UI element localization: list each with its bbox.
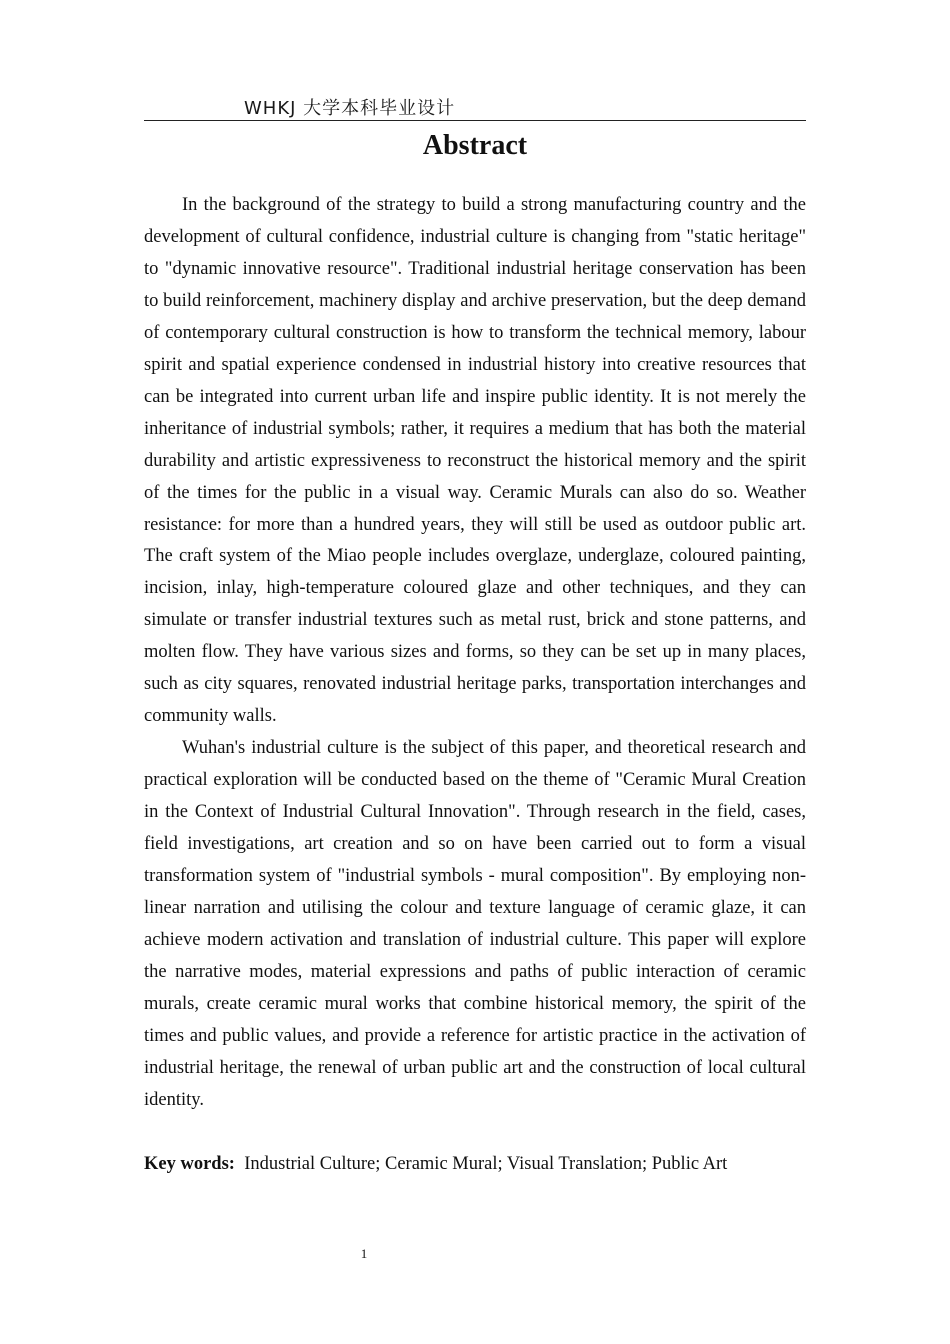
abstract-paragraph: Wuhan's industrial culture is the subject of this paper, and theoretical research and practical exploration will be conducted based on the theme of "Ceramic Mural Creation in the Context of Industrial Cultural Innovation". Through research in the field, cases, field investigations, art creation and so on have been carried out to form a visual transformation system of "industrial symbols - mural composition". By employing non-linear narration and utilising the colour and texture language of ceramic glaze, it can achieve modern activation and translation of industrial culture. This paper will explore the narrative modes, material expressions and paths of public interaction of ceramic murals, create ceramic mural works that combine historical memory, the spirit of the times and public values, and provide a reference for artistic practice in the activation of industrial heritage, the renewal of urban public art and the construction of local cultural identity. bbox=[144, 738, 806, 1110]
header-text: WHKJ 大学本科毕业设计 bbox=[244, 98, 456, 119]
abstract-paragraph: In the background of the strategy to build a strong manufacturing country and the development of cultural confidence, industrial culture is changing from "static heritage" to "dynamic innovative resource". Traditional industrial heritage conservation has been to build reinforcement, machinery display and archive preservation, but the deep demand of contemporary cultural construction is how to transform the technical memory, labour spirit and spatial experience condensed in industrial history into creative resources that can be integrated into current urban life and inspire public identity. It is not merely the inheritance of industrial symbols; rather, it requires a medium that has both the material durability and artistic expressiveness to reconstruct the historical memory and the spirit of the times for the public in a visual way. Ceramic Murals can also do so. Weather resistance: for more than a hundred years, they will still be used as outdoor public art. The craft system of the Miao people includes overglaze, underglaze, coloured painting, incision, inlay, high-temperature coloured glaze and other techniques, and they can simulate or transfer industrial textures such as metal rust, brick and stone patterns, and molten flow. They have various sizes and forms, so they can be set up in many places, such as city squares, renovated industrial heritage parks, transportation interchanges and community walls. bbox=[144, 195, 806, 727]
keywords-label: Key words: bbox=[144, 1154, 235, 1174]
page-title: Abstract bbox=[422, 130, 528, 161]
page-number: 1 bbox=[360, 1246, 368, 1261]
running-header bbox=[144, 92, 806, 121]
keywords-value: Industrial Culture; Ceramic Mural; Visual Translation; Public Art bbox=[244, 1154, 728, 1174]
abstract-body bbox=[144, 190, 806, 1117]
keywords-line bbox=[144, 1148, 806, 1180]
